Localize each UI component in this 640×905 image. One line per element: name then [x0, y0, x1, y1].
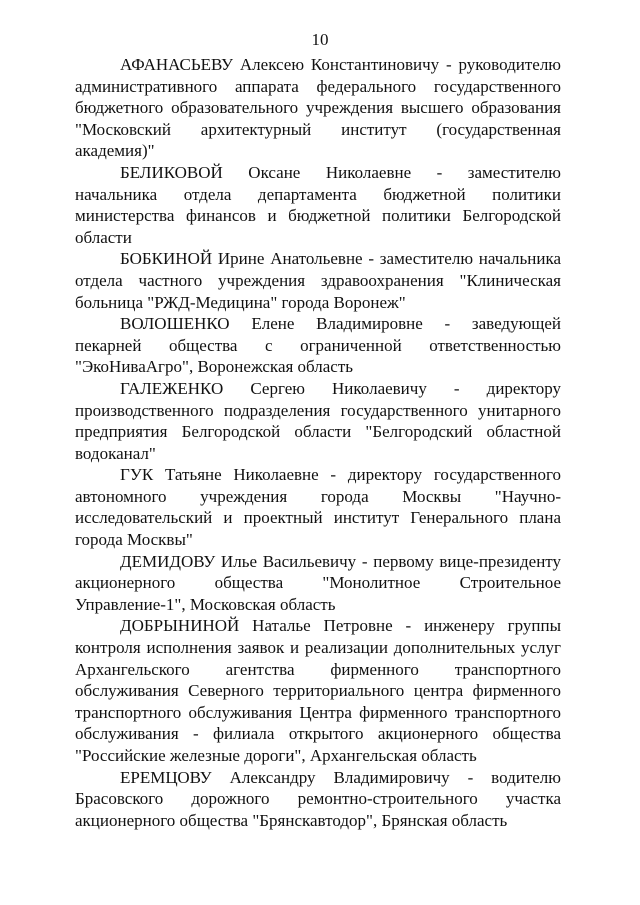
- recipient-entry-galezhenko: ГАЛЕЖЕНКО Сергею Николаевичу - директору производственного подразделения государственного унитарного предприятия Белгородской области "Белгородский областной водоканал": [75, 378, 561, 463]
- recipient-entry-afanasyev: АФАНАСЬЕВУ Алексею Константиновичу - руководителю административного аппарата федерального государственного бюджетного образовательного учреждения высшего образования "Московский архитектурный институт (государственная академия)": [75, 55, 561, 161]
- recipient-entry-bobkina: БОБКИНОЙ Ирине Анатольевне - заместителю начальника отдела частного учреждения здравоохранения "Клиническая больница "РЖД-Медицина" города Воронеж": [75, 249, 561, 312]
- page-number: 10: [311, 30, 329, 49]
- recipient-entry-eremtsov: ЕРЕМЦОВУ Александру Владимировичу - водителю Брасовского дорожного ремонтно-строительного участка акционерного общества "Брянскавтодор", Брянская область: [75, 767, 561, 830]
- recipient-entry-voloshenko: ВОЛОШЕНКО Елене Владимировне - заведующей пекарней общества с ограниченной ответственностью "ЭкоНиваАгро", Воронежская область: [75, 314, 561, 377]
- recipient-entry-guk: ГУК Татьяне Николаевне - директору государственного автономного учреждения города Москвы "Научно-исследовательский и проектный институт Генерального плана города Москвы": [75, 465, 561, 550]
- award-recipients-list: [75, 54, 561, 831]
- recipient-entry-belikova: БЕЛИКОВОЙ Оксане Николаевне - заместителю начальника отдела департамента бюджетной политики министерства финансов и бюджетной политики Белгородской области: [75, 162, 561, 247]
- recipient-entry-demidov: ДЕМИДОВУ Илье Васильевичу - первому вице-президенту акционерного общества "Монолитное Строительное Управление-1", Московская область: [75, 551, 561, 614]
- recipient-entry-dobrynina: ДОБРЫНИНОЙ Наталье Петровне - инженеру группы контроля исполнения заявок и реализации дополнительных услуг Архангельского агентства фирменного транспортного обслуживания Северного территориального центра фирменного транспортного обслуживания Центра фирменного транспортного обслуживания - филиала открытого акционерного общества "Российские железные дороги", Архангельская область: [75, 616, 561, 765]
